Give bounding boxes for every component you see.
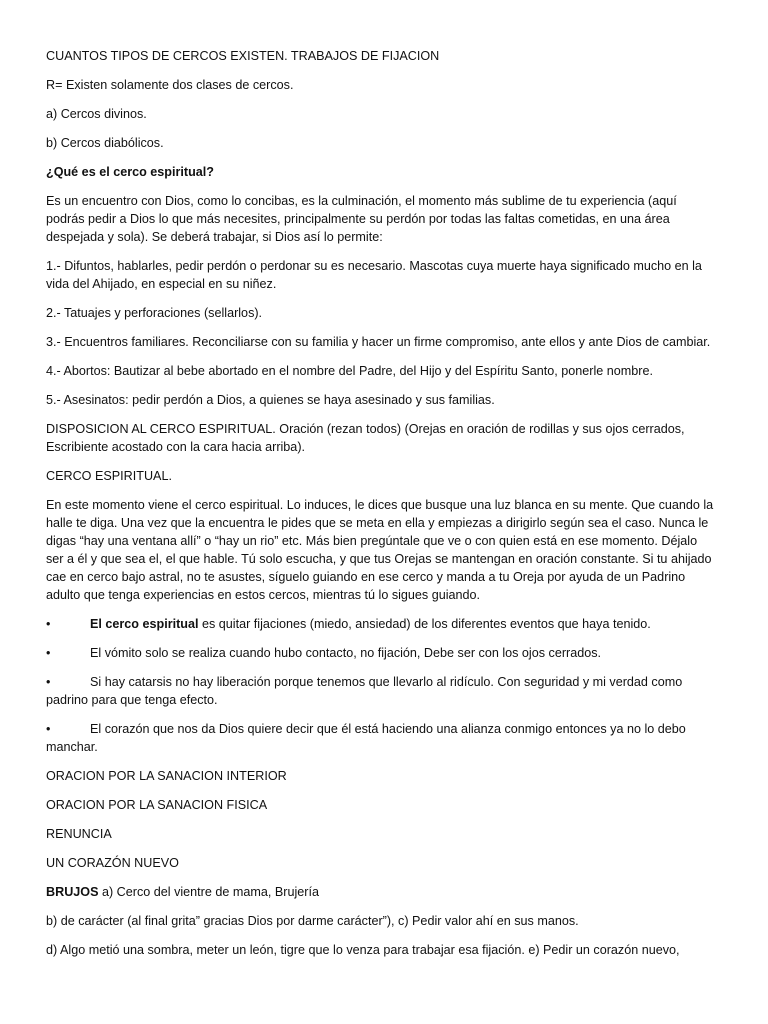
brujos-label: BRUJOS — [46, 885, 99, 899]
bullet-item-3 — [46, 673, 718, 709]
document-page — [46, 47, 718, 970]
heading-sanacion-interior: ORACION POR LA SANACION INTERIOR — [46, 769, 287, 783]
line-b: b) de carácter (al final grita” gracias Dios por darme carácter”), c) Pedir valor ahí en sus manos. — [46, 914, 579, 928]
bullet-1-rest: es quitar fijaciones (miedo, ansiedad) de los diferentes eventos que haya tenido. — [198, 617, 651, 631]
bullet-item-1 — [46, 615, 718, 633]
heading-corazon-nuevo: UN CORAZÓN NUEVO — [46, 856, 179, 870]
bullet-4-text: El corazón que nos da Dios quiere decir que él está haciendo una alianza conmigo entonces ya no lo debo manchar. — [46, 722, 686, 754]
bullet-1-bold: El cerco espiritual — [90, 617, 199, 631]
bullet-item-4 — [46, 720, 718, 756]
list-item-3: 3.- Encuentros familiares. Reconciliarse con su familia y hacer un firme compromiso, ante ellos y ante Dios de cambiar. — [46, 335, 711, 349]
answer-line: R= Existen solamente dos clases de cercos. — [46, 78, 294, 92]
section-heading: CERCO ESPIRITUAL. — [46, 469, 172, 483]
list-item-5: 5.- Asesinatos: pedir perdón a Dios, a quienes se haya asesinado y sus familias. — [46, 393, 495, 407]
bullet-mark: • — [46, 675, 51, 689]
brujos-text: a) Cerco del vientre de mama, Brujería — [98, 885, 319, 899]
line-d: d) Algo metió una sombra, meter un león, tigre que lo venza para trabajar esa fijación. e) Pedir un corazón nuevo, — [46, 943, 680, 957]
bullet-2-text: El vómito solo se realiza cuando hubo contacto, no fijación, Debe ser con los ojos cerrados. — [90, 646, 602, 660]
bullet-3-text: Si hay catarsis no hay liberación porque tenemos que llevarlo al ridículo. Con seguridad y mi verdad como padrino para que tenga efecto. — [46, 675, 683, 707]
intro-paragraph: Es un encuentro con Dios, como lo concibas, es la culminación, el momento más sublime de tu experiencia (aquí podrás pedir a Dios lo que más necesites, principalmente su perdón por todas las faltas cometidas, en una área despejada y sola). Se deberá trabajar, si Dios así lo permite: — [46, 194, 677, 244]
item-a: a) Cercos divinos. — [46, 107, 147, 121]
bullet-item-2 — [46, 644, 718, 662]
disposition-paragraph: DISPOSICION AL CERCO ESPIRITUAL. Oración (rezan todos) (Orejas en oración de rodillas y sus ojos cerrados, Escribiente acostado con la cara hacia arriba). — [46, 422, 685, 454]
document-title: CUANTOS TIPOS DE CERCOS EXISTEN. TRABAJOS DE FIJACION — [46, 49, 440, 63]
heading-renuncia: RENUNCIA — [46, 827, 112, 841]
bullet-mark: • — [46, 617, 51, 631]
list-item-1: 1.- Difuntos, hablarles, pedir perdón o perdonar su es necesario. Mascotas cuya muerte haya significado mucho en la vida del Ahijado, en especial en su niñez. — [46, 259, 702, 291]
body-paragraph: En este momento viene el cerco espiritual. Lo induces, le dices que busque una luz blanca en su mente. Que cuando la halle te diga. Una vez que la encuentra le pides que se meta en ella y empiezas a dirigirlo según sea el caso. Nunca le digas “hay una ventana allí” o “hay un rio” etc. Más bien pregúntale que ve o con quien está en ese momento. Déjalo ser a él y que sea el, el que hable. Tú solo escucha, y que tus Orejas se mantengan en oración constante. Si tu ahijado cae en cerco bajo astral, no te asustes, síguelo guiando en ese cerco y manda a tu Oreja por ayuda de un Padrino adulto que tenga experiencias en estos cercos, mientras tú lo sigues guiando. — [46, 498, 714, 602]
heading-sanacion-fisica: ORACION POR LA SANACION FISICA — [46, 798, 268, 812]
brujos-line — [46, 883, 718, 901]
question-heading: ¿Qué es el cerco espiritual? — [46, 165, 214, 179]
bullet-mark: • — [46, 646, 51, 660]
list-item-4: 4.- Abortos: Bautizar al bebe abortado en el nombre del Padre, del Hijo y del Espíritu Santo, ponerle nombre. — [46, 364, 653, 378]
item-b: b) Cercos diabólicos. — [46, 136, 164, 150]
bullet-mark: • — [46, 722, 51, 736]
list-item-2: 2.- Tatuajes y perforaciones (sellarlos). — [46, 306, 263, 320]
